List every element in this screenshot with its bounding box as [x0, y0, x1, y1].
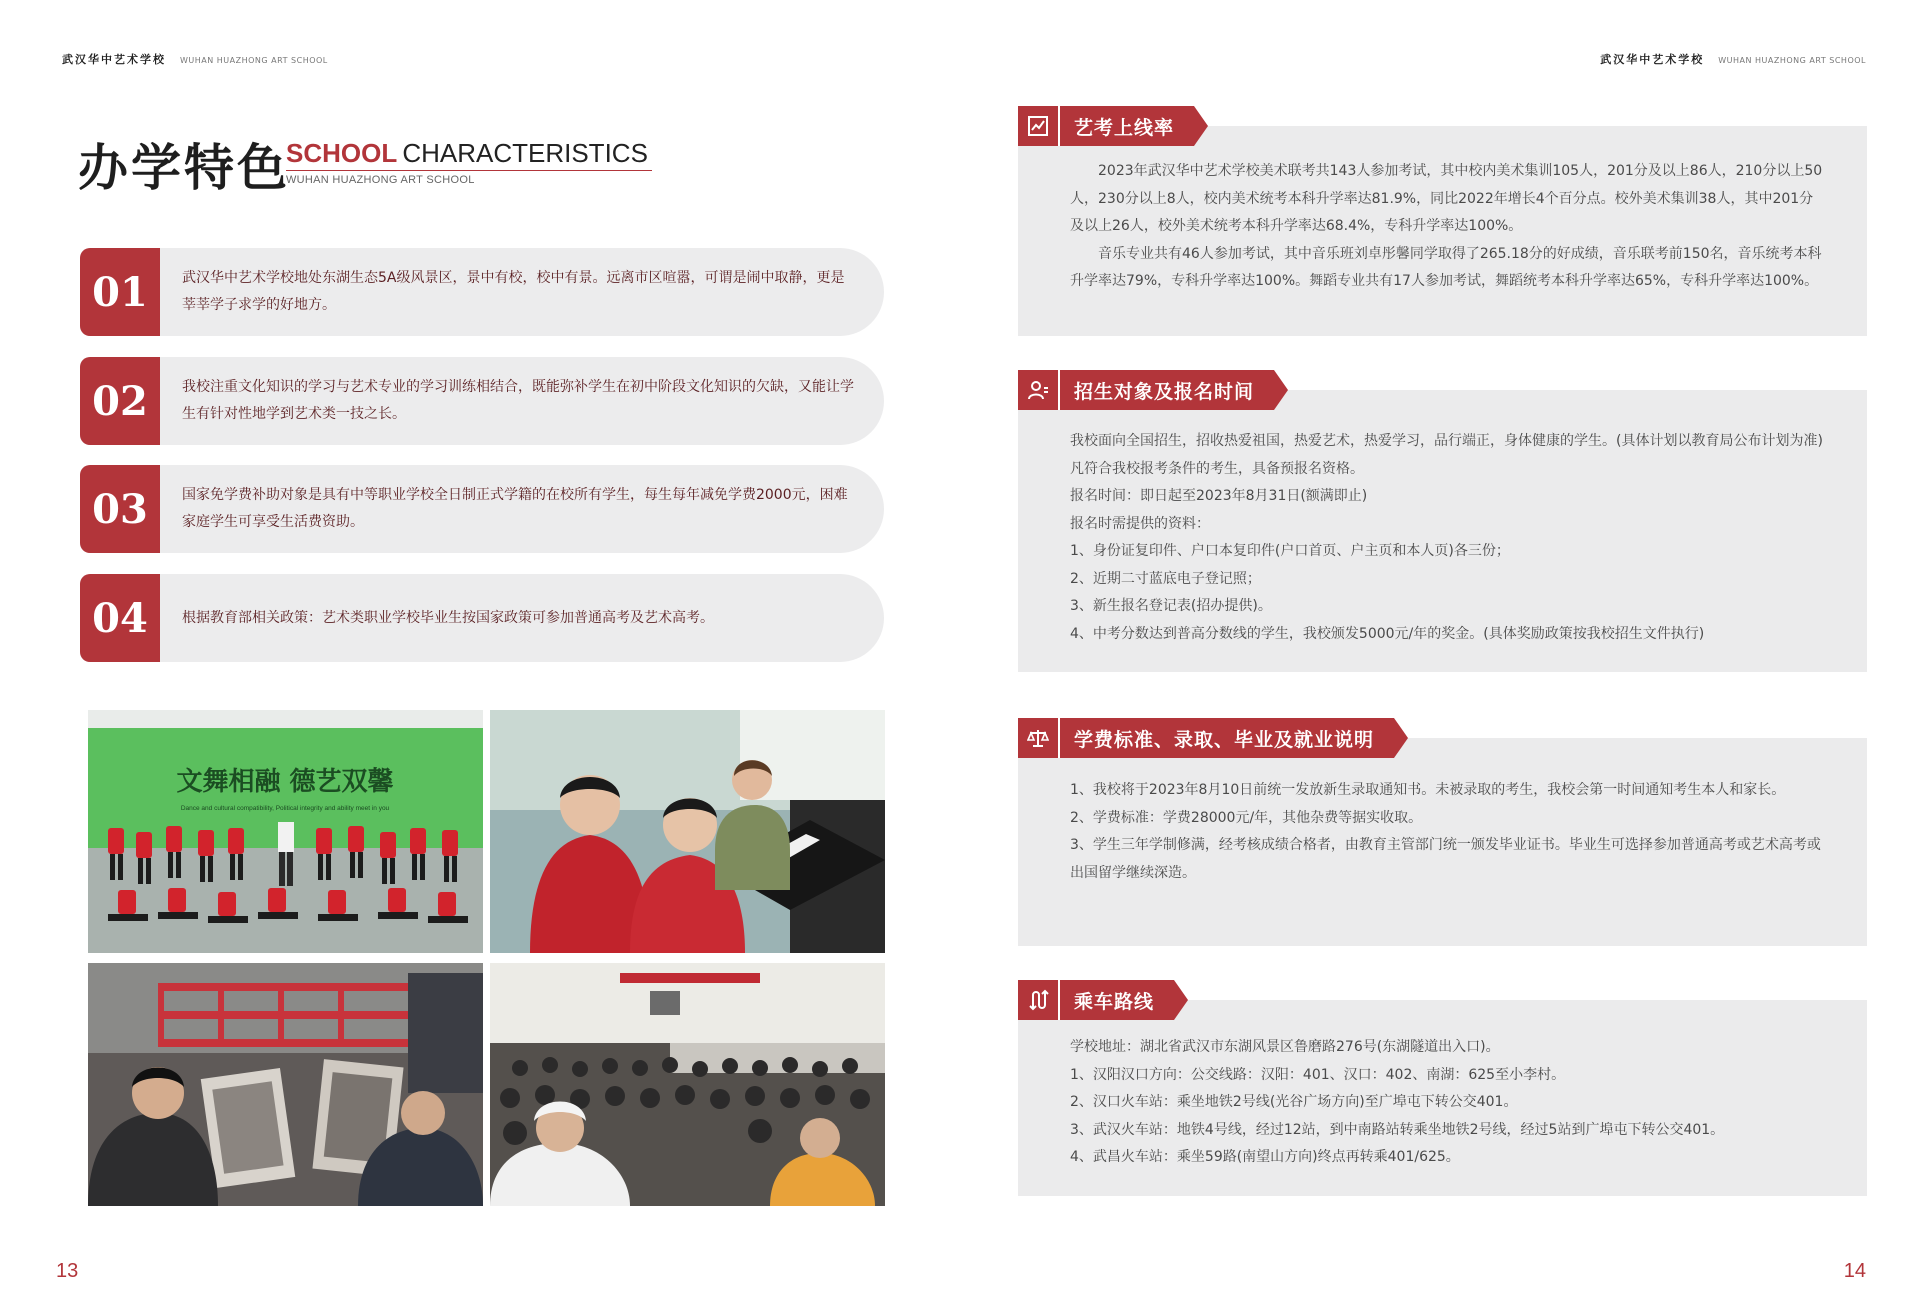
paragraph: 音乐专业共有46人参加考试，其中音乐班刘卓彤馨同学取得了265.18分的好成绩，音乐联考前150名，音乐统考本科升学率达79%，专科升学率达100%。舞蹈专业共有17人参加考试，舞蹈统考本科升学率达65%，专科升学率达100%。 [1070, 245, 1822, 289]
paragraph: 2、汉口火车站：乘坐地铁2号线(光谷广场方向)至广埠屯下转公交401。 [1070, 1094, 1518, 1110]
feature-item [80, 248, 884, 336]
paragraph: 1、汉阳汉口方向：公交线路：汉阳：401、汉口：402、南湖：625至小李村。 [1070, 1066, 1566, 1083]
feature-text: 武汉华中艺术学校地处东湖生态5A级风景区，景中有校，校中有景。远离市区喧嚣，可谓是闹中取静，更是莘莘学子求学的好地方。 [182, 270, 845, 313]
running-head-school-en: WUHAN HUAZHONG ART SCHOOL [180, 56, 328, 65]
feature-item [80, 574, 884, 662]
paragraph: 1、我校将于2023年8月10日前统一发放新生录取通知书。未被录取的考生，我校会第一时间通知考生本人和家长。 [1070, 782, 1786, 798]
section-body-exam-rate [1070, 158, 1823, 296]
page-number-right: 14 [1843, 1260, 1866, 1282]
feature-number: 01 [80, 248, 160, 336]
section-header-enrollment [1018, 370, 1288, 410]
running-head-school-cn: 武汉华中艺术学校 [1600, 53, 1705, 66]
feature-text: 国家免学费补助对象是具有中等职业学校全日制正式学籍的在校所有学生，每生每年减免学费2000元，困难家庭学生可享受生活费资助。 [182, 487, 848, 530]
feature-item [80, 465, 884, 553]
page-title: 办学特色 [78, 138, 290, 197]
paragraph: 4、中考分数达到普高分数线的学生，我校颁发5000元/年的奖金。(具体奖励政策按我校招生文件执行) [1070, 625, 1705, 642]
section-body-route [1070, 1034, 1823, 1172]
running-head-left [62, 51, 328, 67]
route-icon [1018, 980, 1060, 1020]
paragraph: 报名时间：即日起至2023年8月31日(额满即止) [1070, 488, 1368, 504]
section-title: 招生对象及报名时间 [1060, 370, 1274, 410]
photo-dance-class [88, 710, 483, 953]
chart-icon [1018, 106, 1060, 146]
page-title-en-red: SCHOOL [286, 138, 398, 168]
feature-number: 04 [80, 574, 160, 662]
section-body-tuition [1070, 777, 1823, 887]
photo-piano-class [490, 710, 885, 953]
section-header-exam-rate [1018, 106, 1208, 146]
running-head-right [1600, 51, 1866, 67]
scale-icon [1018, 718, 1060, 758]
feature-number: 03 [80, 465, 160, 553]
photo-art-studio [88, 963, 483, 1206]
paragraph: 2、近期二寸蓝底电子登记照； [1070, 570, 1261, 587]
section-header-tuition [1018, 718, 1408, 758]
page-title-en-black: CHARACTERISTICS [402, 138, 648, 168]
section-title: 乘车路线 [1060, 980, 1174, 1020]
section-title: 艺考上线率 [1060, 106, 1194, 146]
person-icon [1018, 370, 1060, 410]
section-body-enrollment [1070, 428, 1823, 648]
paragraph: 4、武昌火车站：乘坐59路(南望山方向)终点再转乘401/625。 [1070, 1149, 1460, 1165]
paragraph: 3、武汉火车站：地铁4号线，经过12站，到中南路站转乘坐地铁2号线，经过5站到广埠屯下转公交401。 [1070, 1121, 1725, 1138]
feature-number: 02 [80, 357, 160, 445]
paragraph: 报名时需提供的资料： [1070, 515, 1210, 532]
dance-banner-text: 文舞相融 德艺双馨 [176, 767, 394, 797]
paragraph: 2、学费标准：学费28000元/年，其他杂费等据实收取。 [1070, 809, 1423, 826]
section-header-route [1018, 980, 1188, 1020]
paragraph: 2023年武汉华中艺术学校美术联考共143人参加考试，其中校内美术集训105人，201分及以上86人，210分以上50人，230分以上8人，校内美术统考本科升学率达81.9%，同比2022年增长4个百分点。校外美术集训38人，其中201分及以上26人，校外美术统考本科升学率达68.4%，专科升学率达100%。 [1070, 163, 1823, 234]
page-number-left: 13 [56, 1260, 79, 1282]
paragraph: 1、身份证复印件、户口本复印件(户口首页、户主页和本人页)各三份； [1070, 543, 1510, 559]
running-head-school-cn: 武汉华中艺术学校 [62, 53, 166, 66]
feature-text: 根据教育部相关政策：艺术类职业学校毕业生按国家政策可参加普通高考及艺术高考。 [182, 609, 714, 626]
paragraph: 学校地址：湖北省武汉市东湖风景区鲁磨路276号(东湖隧道出入口)。 [1070, 1039, 1500, 1055]
running-head-school-en: WUHAN HUAZHONG ART SCHOOL [1718, 56, 1866, 65]
page-title-subtitle: WUHAN HUAZHONG ART SCHOOL [286, 170, 652, 186]
page-title-en [286, 138, 648, 169]
section-title: 学费标准、录取、毕业及就业说明 [1060, 718, 1394, 758]
paragraph: 3、学生三年学制修满，经考核成绩合格者，由教育主管部门统一颁发毕业证书。毕业生可选择参加普通高考或艺术高考或出国留学继续深造。 [1070, 837, 1821, 881]
feature-item [80, 357, 884, 445]
paragraph: 我校面向全国招生，招收热爱祖国，热爱艺术，热爱学习，品行端正，身体健康的学生。(具体计划以教育局公布计划为准)凡符合我校报考条件的考生，具备预报名资格。 [1070, 433, 1823, 477]
dance-banner-en-text: Dance and cultural compatibility, Political integrity and ability meet in you [180, 805, 390, 812]
paragraph: 3、新生报名登记表(招办提供)。 [1070, 598, 1272, 614]
feature-text: 我校注重文化知识的学习与艺术专业的学习训练相结合，既能弥补学生在初中阶段文化知识的欠缺，又能让学生有针对性地学到艺术类一技之长。 [182, 379, 854, 422]
photo-lecture-hall [490, 963, 885, 1206]
